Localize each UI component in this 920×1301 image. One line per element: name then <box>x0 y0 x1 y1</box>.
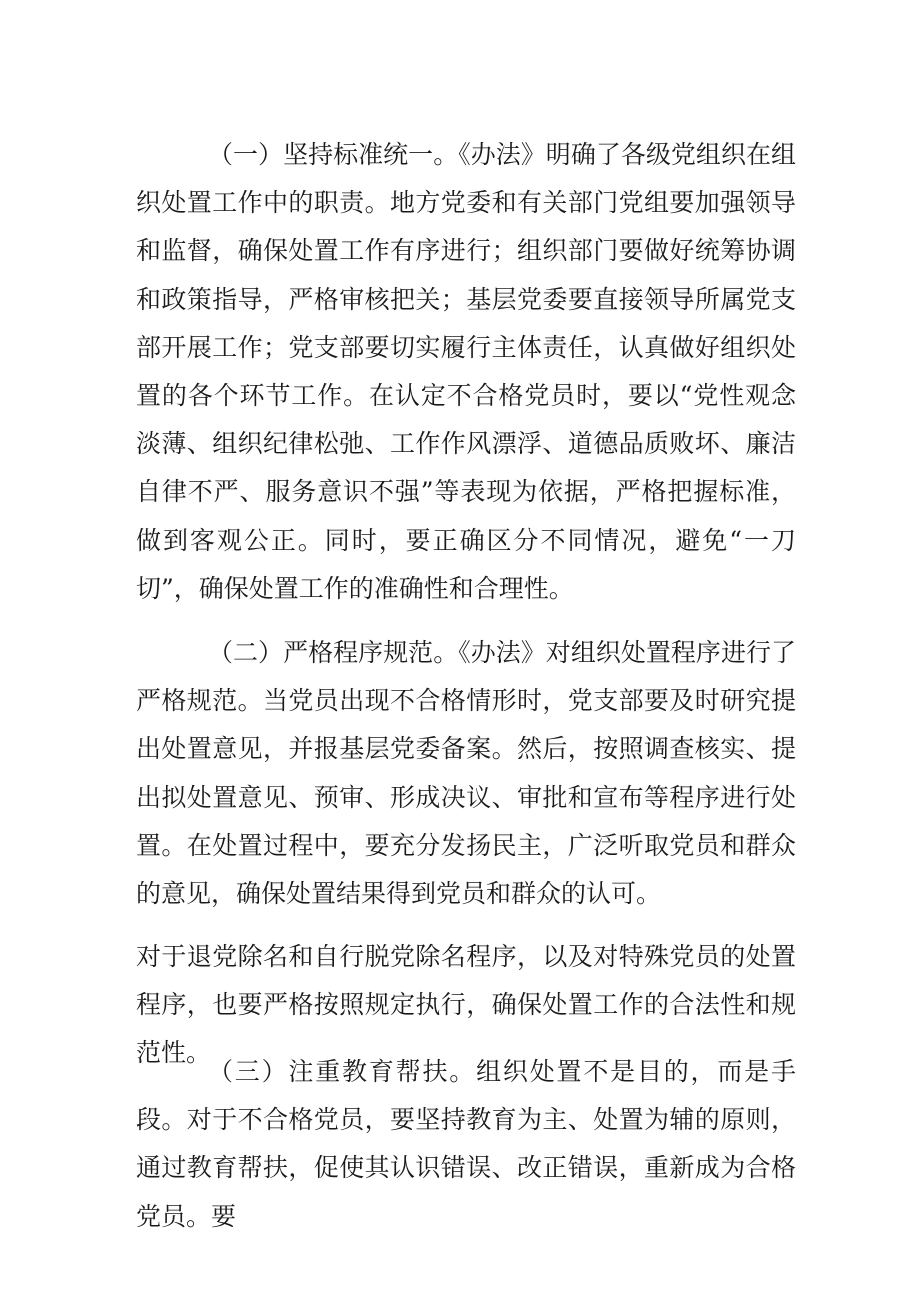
paragraph-removal-procedures: 对于退党除名和自行脱党除名程序，以及对特殊党员的处置程序，也要严格按照规定执行，确保处置工作的合法性和规范性。 <box>136 942 796 1068</box>
paragraph-education-support: （三）注重教育帮扶。组织处置不是目的，而是手段。对于不合格党员，要坚持教育为主、处置为辅的原则，通过教育帮扶，促使其认识错误、改正错误，重新成为合格党员。要 <box>136 1057 796 1231</box>
paragraph-standards: （一）坚持标准统一。《办法》明确了各级党组织在组织处置工作中的职责。地方党委和有关部门党组要加强领导和监督，确保处置工作有序进行；组织部门要做好统筹协调和政策指导，严格审核把关；基层党委要直接领导所属党支部开展工作；党支部要切实履行主体责任，认真做好组织处置的各个环节工作。在认定不合格党员时，要以“党性观念淡薄、组织纪律松弛、工作作风漂浮、道德品质败坏、廉洁自律不严、服务意识不强”等表现为依据，严格把握标准，做到客观公正。同时，要正确区分不同情况，避免“一刀切”，确保处置工作的准确性和合理性。 <box>136 140 796 603</box>
paragraph-procedures: （二）严格程序规范。《办法》对组织处置程序进行了严格规范。当党员出现不合格情形时，党支部要及时研究提出处置意见，并报基层党委备案。然后，按照调查核实、提出拟处置意见、预审、形成决议、审批和宣布等程序进行处置。在处置过程中，要充分发扬民主，广泛听取党员和群众的意见，确保处置结果得到党员和群众的认可。 <box>136 638 796 909</box>
